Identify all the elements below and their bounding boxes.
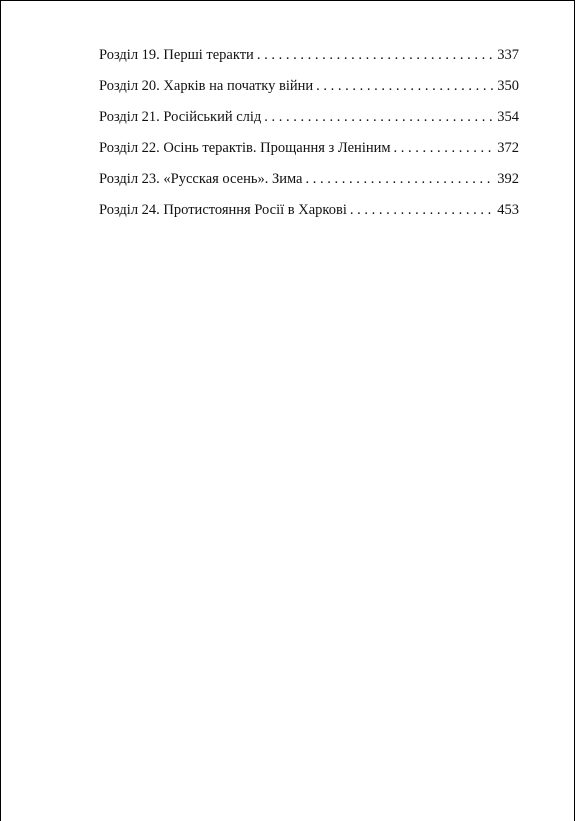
toc-entry[interactable] — [99, 140, 519, 171]
toc-entry[interactable] — [99, 47, 519, 78]
toc-entry[interactable] — [99, 109, 519, 140]
toc-page-number: 337 — [497, 47, 519, 63]
toc-dot-leader — [264, 109, 494, 126]
table-of-contents — [99, 47, 519, 233]
toc-page-number: 453 — [497, 202, 519, 218]
toc-entry-title: Розділ 19. Перші теракти — [99, 47, 254, 63]
toc-dot-leader — [350, 202, 494, 219]
toc-entry-title: Розділ 23. «Русская осень». Зима — [99, 171, 303, 187]
toc-dot-leader — [257, 47, 494, 64]
toc-page-number: 392 — [497, 171, 519, 187]
toc-dot-leader — [316, 78, 494, 95]
toc-page-number: 372 — [497, 140, 519, 156]
toc-entry[interactable] — [99, 202, 519, 233]
toc-entry-title: Розділ 21. Російський слід — [99, 109, 262, 125]
toc-page-number: 350 — [497, 78, 519, 94]
toc-entry-title: Розділ 22. Осінь терактів. Прощання з Леніним — [99, 140, 391, 156]
toc-entry-title: Розділ 24. Протистояння Росії в Харкові — [99, 202, 347, 218]
toc-page-number: 354 — [497, 109, 519, 125]
toc-dot-leader — [394, 140, 495, 157]
toc-entry[interactable] — [99, 78, 519, 109]
toc-entry[interactable] — [99, 171, 519, 202]
toc-entry-title: Розділ 20. Харків на початку війни — [99, 78, 314, 94]
toc-dot-leader — [306, 171, 495, 188]
